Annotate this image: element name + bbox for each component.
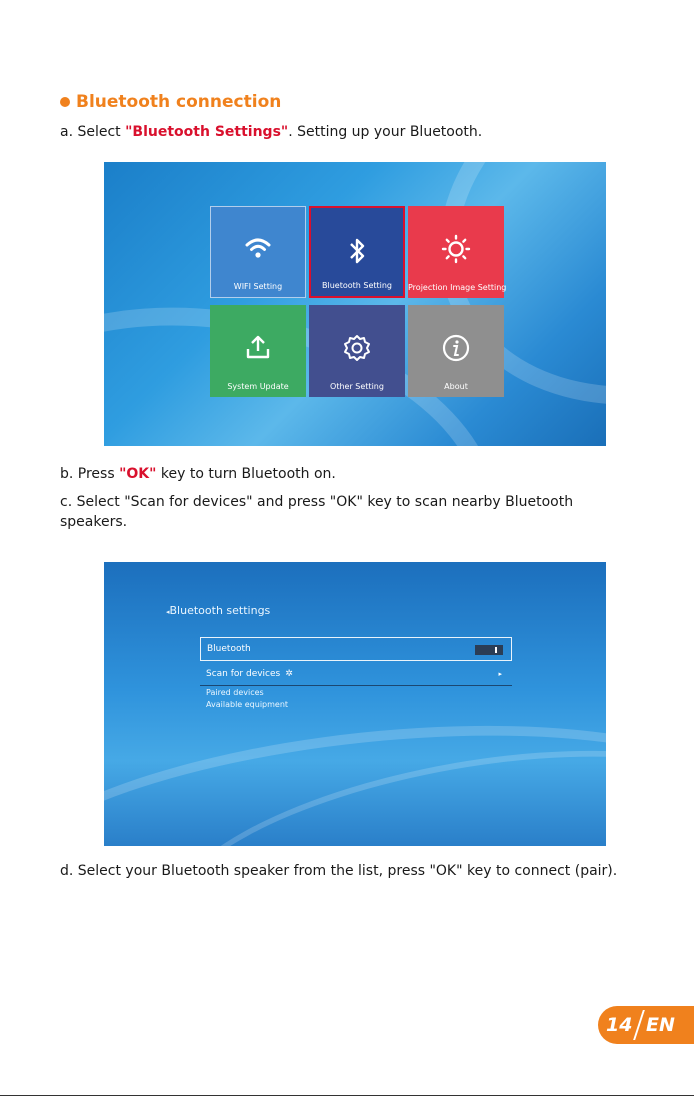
bluetooth-label: Bluetooth <box>207 644 251 654</box>
step-b-highlight: "OK" <box>119 466 157 482</box>
chevron-right-icon: ▸ <box>498 669 502 678</box>
tile-label: WIFI Setting <box>233 282 283 291</box>
bluetooth-settings-screenshot <box>104 562 606 846</box>
bullet-icon <box>60 97 70 107</box>
step-b-text <box>60 464 336 484</box>
step-c-line1: c. Select "Scan for devices" and press "OK" key to scan nearby Bluetooth <box>60 494 574 510</box>
tile-system-update[interactable] <box>210 305 306 397</box>
tile-about[interactable] <box>408 305 504 397</box>
tile-bluetooth-setting[interactable] <box>309 206 405 298</box>
back-arrow-icon: ◂ <box>166 608 170 616</box>
step-a-prefix: a. Select <box>60 124 126 140</box>
wifi-icon <box>244 235 272 261</box>
tile-label: About <box>444 382 468 391</box>
step-c-text <box>60 492 573 532</box>
settings-menu-screenshot <box>104 162 606 446</box>
bluetooth-toggle-switch[interactable] <box>475 645 503 655</box>
tile-label: Projection Image Setting <box>408 283 507 292</box>
page-number-badge <box>598 1006 694 1044</box>
bt-settings-header[interactable] <box>166 604 270 617</box>
sun-icon <box>441 234 471 264</box>
step-a-suffix: . Setting up your Bluetooth. <box>288 124 483 140</box>
tile-other-setting[interactable] <box>309 305 405 397</box>
step-d-text <box>60 861 617 881</box>
scan-for-devices-label: Scan for devices <box>206 668 281 679</box>
page-number: 14 <box>606 1014 633 1036</box>
tile-projection-image-setting[interactable] <box>408 206 507 298</box>
step-a-text <box>60 122 482 142</box>
badge-separator <box>633 1010 645 1040</box>
page-language: EN <box>646 1014 675 1036</box>
step-d-content: d. Select your Bluetooth speaker from the list, press "OK" key to connect (pair). <box>60 863 618 879</box>
bottom-rule <box>0 1095 694 1096</box>
tile-label: Other Setting <box>330 382 384 391</box>
section-heading <box>60 92 281 112</box>
section-title-text: Bluetooth connection <box>76 92 282 112</box>
step-a-highlight: "Bluetooth Settings" <box>125 124 289 140</box>
step-c-line2: speakers. <box>60 514 128 530</box>
gear-icon <box>342 333 372 363</box>
bluetooth-toggle-row[interactable] <box>200 637 512 661</box>
tile-label: Bluetooth Setting <box>321 281 393 290</box>
info-icon <box>441 333 471 363</box>
tile-wifi-setting[interactable] <box>210 206 306 298</box>
paired-devices-label: Paired devices <box>206 688 264 697</box>
scan-for-devices-row[interactable] <box>200 662 512 686</box>
upload-icon <box>244 333 272 361</box>
gear-icon: ✲ <box>285 668 293 679</box>
step-b-prefix: b. Press <box>60 466 120 482</box>
available-equipment-label: Available equipment <box>206 700 289 709</box>
bluetooth-icon <box>347 236 367 266</box>
bt-settings-title: Bluetooth settings <box>169 604 271 617</box>
step-b-suffix: key to turn Bluetooth on. <box>156 466 336 482</box>
tile-label: System Update <box>227 382 289 391</box>
